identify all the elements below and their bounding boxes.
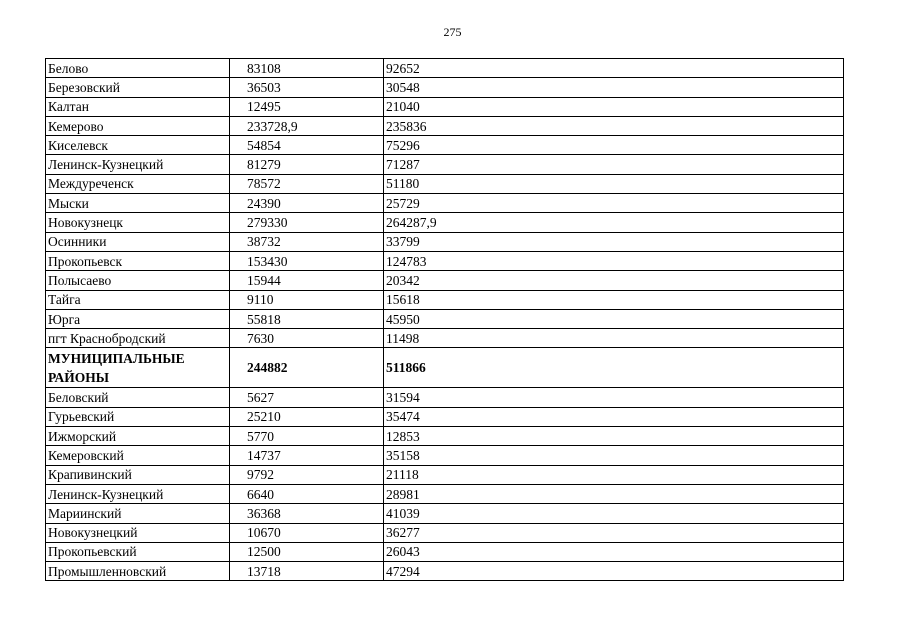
row-name-cell: Юрга [46, 309, 230, 328]
row-value-2-cell: 51180 [384, 174, 844, 193]
row-value-2-cell: 11498 [384, 329, 844, 348]
row-value-2-cell: 25729 [384, 194, 844, 213]
row-value-1-cell: 24390 [230, 194, 384, 213]
row-value-2-cell: 30548 [384, 78, 844, 97]
row-value-1-cell: 9792 [230, 465, 384, 484]
row-value-2-cell: 15618 [384, 290, 844, 309]
row-name-cell: Прокопьевск [46, 251, 230, 270]
row-name-cell: Мариинский [46, 504, 230, 523]
row-value-2-cell: 92652 [384, 59, 844, 78]
row-name-cell: Крапивинский [46, 465, 230, 484]
row-value-1-cell: 81279 [230, 155, 384, 174]
table-row [46, 59, 844, 78]
row-value-2-cell: 124783 [384, 251, 844, 270]
row-name-cell: Междуреченск [46, 174, 230, 193]
row-value-1-cell: 10670 [230, 523, 384, 542]
table-row [46, 116, 844, 135]
row-value-2-cell: 45950 [384, 309, 844, 328]
table-row [46, 504, 844, 523]
row-value-1-cell: 9110 [230, 290, 384, 309]
table-row [46, 484, 844, 503]
row-value-2-cell: 20342 [384, 271, 844, 290]
table-row [46, 213, 844, 232]
row-value-1-cell: 83108 [230, 59, 384, 78]
row-value-1-cell: 15944 [230, 271, 384, 290]
page-number: 275 [443, 25, 462, 39]
row-name-cell: Ленинск-Кузнецкий [46, 155, 230, 174]
row-value-2-cell: 28981 [384, 484, 844, 503]
row-name-cell: Тайга [46, 290, 230, 309]
row-value-1-cell: 244882 [230, 348, 384, 388]
table-row [46, 78, 844, 97]
row-name-cell: Калтан [46, 97, 230, 116]
row-name-cell: пгт Краснобродский [46, 329, 230, 348]
table-row [46, 155, 844, 174]
row-value-2-cell: 35474 [384, 407, 844, 426]
table-row [46, 446, 844, 465]
table-row [46, 136, 844, 155]
row-value-1-cell: 12495 [230, 97, 384, 116]
row-value-2-cell: 235836 [384, 116, 844, 135]
row-value-1-cell: 13718 [230, 562, 384, 581]
row-value-1-cell: 38732 [230, 232, 384, 251]
row-value-1-cell: 55818 [230, 309, 384, 328]
table-row [46, 290, 844, 309]
row-name-cell: Новокузнецк [46, 213, 230, 232]
row-value-2-cell: 21040 [384, 97, 844, 116]
row-name-cell: Ленинск-Кузнецкий [46, 484, 230, 503]
table-body [46, 59, 844, 581]
row-value-2-cell: 36277 [384, 523, 844, 542]
row-value-2-cell: 21118 [384, 465, 844, 484]
row-value-2-cell: 35158 [384, 446, 844, 465]
row-value-2-cell: 264287,9 [384, 213, 844, 232]
table-row [46, 427, 844, 446]
table-row [46, 465, 844, 484]
row-value-1-cell: 54854 [230, 136, 384, 155]
row-value-1-cell: 7630 [230, 329, 384, 348]
row-value-2-cell: 12853 [384, 427, 844, 446]
row-value-1-cell: 12500 [230, 542, 384, 561]
table-row [46, 309, 844, 328]
table-row [46, 542, 844, 561]
row-name-cell: Осинники [46, 232, 230, 251]
row-value-1-cell: 279330 [230, 213, 384, 232]
row-value-1-cell: 36368 [230, 504, 384, 523]
row-value-2-cell: 31594 [384, 388, 844, 407]
row-value-1-cell: 233728,9 [230, 116, 384, 135]
table-row [46, 251, 844, 270]
table-row [46, 329, 844, 348]
table-row [46, 407, 844, 426]
row-value-2-cell: 41039 [384, 504, 844, 523]
row-name-cell: Прокопьевский [46, 542, 230, 561]
table-row [46, 97, 844, 116]
row-value-2-cell: 26043 [384, 542, 844, 561]
row-name-cell: Гурьевский [46, 407, 230, 426]
row-value-1-cell: 78572 [230, 174, 384, 193]
table-row [46, 562, 844, 581]
row-value-1-cell: 5627 [230, 388, 384, 407]
data-table [45, 58, 844, 581]
row-name-cell: Промышленновский [46, 562, 230, 581]
table-row [46, 523, 844, 542]
row-name-cell: Мыски [46, 194, 230, 213]
row-name-cell: Полысаево [46, 271, 230, 290]
row-name-cell: Ижморский [46, 427, 230, 446]
row-name-cell: Кемеровский [46, 446, 230, 465]
row-value-1-cell: 153430 [230, 251, 384, 270]
row-value-1-cell: 25210 [230, 407, 384, 426]
row-name-cell: Березовский [46, 78, 230, 97]
table-row [46, 174, 844, 193]
table-row [46, 194, 844, 213]
section-header-row [46, 348, 844, 388]
row-value-1-cell: 5770 [230, 427, 384, 446]
table-row [46, 232, 844, 251]
table-row [46, 271, 844, 290]
row-name-cell: Киселевск [46, 136, 230, 155]
row-name-cell: Новокузнецкий [46, 523, 230, 542]
row-value-2-cell: 75296 [384, 136, 844, 155]
row-value-2-cell: 511866 [384, 348, 844, 388]
row-value-1-cell: 14737 [230, 446, 384, 465]
row-value-2-cell: 71287 [384, 155, 844, 174]
row-name-cell: Белово [46, 59, 230, 78]
row-name-cell: МУНИЦИПАЛЬНЫЕ РАЙОНЫ [46, 348, 230, 388]
row-value-2-cell: 33799 [384, 232, 844, 251]
row-value-1-cell: 36503 [230, 78, 384, 97]
row-value-2-cell: 47294 [384, 562, 844, 581]
row-name-cell: Кемерово [46, 116, 230, 135]
row-name-cell: Беловский [46, 388, 230, 407]
row-value-1-cell: 6640 [230, 484, 384, 503]
table-row [46, 388, 844, 407]
